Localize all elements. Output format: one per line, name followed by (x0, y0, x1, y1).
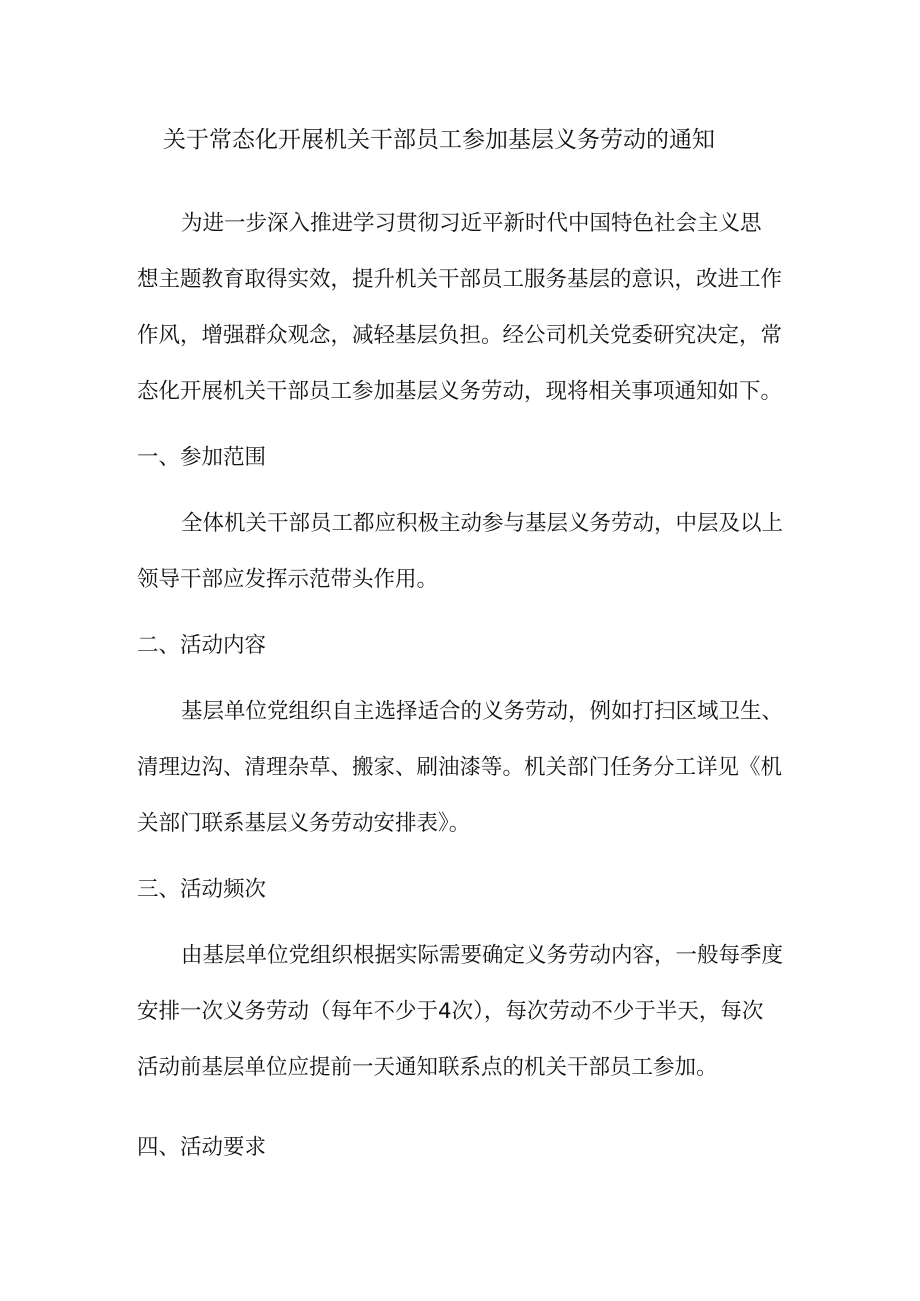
paragraph-line: 活动前基层单位应提前一天通知联系点的机关干部员工参加。 (137, 1055, 718, 1080)
paragraph-line: 态化开展机关干部员工参加基层义务劳动，现将相关事项通知如下。 (137, 379, 783, 404)
paragraph-line: 全体机关干部员工都应积极主动参与基层义务劳动，中层及以上 (181, 511, 784, 536)
section-heading-content: 二、活动内容 (137, 633, 267, 658)
paragraph-line: 作风，增强群众观念，减轻基层负担。经公司机关党委研究决定，常 (137, 323, 783, 348)
section-heading-requirements: 四、活动要求 (137, 1135, 267, 1160)
section-paragraph-scope (137, 496, 800, 608)
document-title: 关于常态化开展机关干部员工参加基层义务劳动的通知 (163, 127, 715, 153)
paragraph-line: 想主题教育取得实效，提升机关干部员工服务基层的意识，改进工作 (137, 267, 783, 292)
paragraph-line: 领导干部应发挥示范带头作用。 (137, 567, 439, 592)
spacer (137, 420, 800, 430)
section-heading-scope: 一、参加范围 (137, 445, 267, 470)
spacer (137, 608, 800, 618)
paragraph-line: 清理边沟、清理杂草、搬家、刷油漆等。机关部门任务分工详见《机 (137, 755, 783, 780)
spacer (137, 1096, 800, 1120)
spacer (137, 852, 800, 862)
section-heading-frequency: 三、活动频次 (137, 877, 267, 902)
paragraph-line: 基层单位党组织自主选择适合的义务劳动，例如打扫区域卫生、 (181, 699, 784, 724)
paragraph-line: 安排一次义务劳动（每年不少于4次），每次劳动不少于半天，每次 (137, 999, 764, 1024)
spacer (137, 918, 800, 928)
paragraph-line: 为进一步深入推进学习贯彻习近平新时代中国特色社会主义思 (181, 211, 762, 236)
intro-paragraph (137, 196, 800, 420)
section-paragraph-content (137, 684, 800, 852)
paragraph-line: 关部门联系基层义务劳动安排表》。 (137, 811, 471, 836)
spacer (137, 674, 800, 684)
spacer (137, 486, 800, 496)
paragraph-line: 由基层单位党组织根据实际需要确定义务劳动内容，一般每季度 (181, 943, 784, 968)
section-paragraph-frequency (137, 928, 800, 1096)
